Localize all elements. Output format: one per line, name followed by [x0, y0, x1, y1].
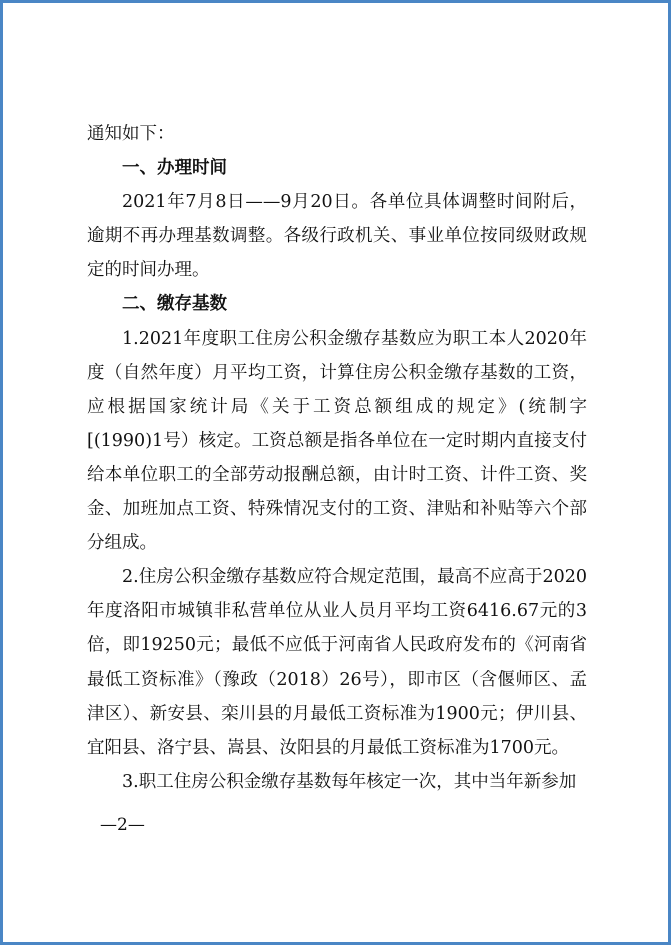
- base-item-2: 2.住房公积金缴存基数应符合规定范围，最高不应高于2020年度洛阳市城镇非私营单位从业人员月平均工资6416.67元的3倍，即19250元；最低不应低于河南省人民政府发布的《河南省最低工资标准》（豫政（2018）26号），即市区（含偃师区、孟津区）、新安县、栾川县的月最低工资标准为1900元；伊川县、宜阳县、洛宁县、嵩县、汝阳县的月最低工资标准为1700元。: [87, 567, 587, 758]
- document-body: [87, 117, 587, 799]
- intro-line: 通知如下：: [87, 124, 175, 144]
- page-number: —2—: [100, 815, 145, 835]
- section-heading-time: 一、办理时间: [122, 158, 227, 179]
- section-heading-base: 二、缴存基数: [122, 294, 227, 315]
- section-time-paragraph: 2021年7月8日——9月20日。各单位具体调整时间附后，逾期不再办理基数调整。各级行政机关、事业单位按同级财政规定的时间办理。: [87, 192, 587, 281]
- base-item-3: 3.职工住房公积金缴存基数每年核定一次，其中当年新参加: [122, 771, 577, 792]
- base-item-1: 1.2021年度职工住房公积金缴存基数应为职工本人2020年度（自然年度）月平均工资，计算住房公积金缴存基数的工资，应根据国家统计局《关于工资总额组成的规定》(统制字[(1990)1号）核定。工资总额是指各单位在一定时期内直接支付给本单位职工的全部劳动报酬总额，由计时工资、计件工资、奖金、加班加点工资、特殊情况支付的工资、津贴和补贴等六个部分组成。: [87, 328, 587, 554]
